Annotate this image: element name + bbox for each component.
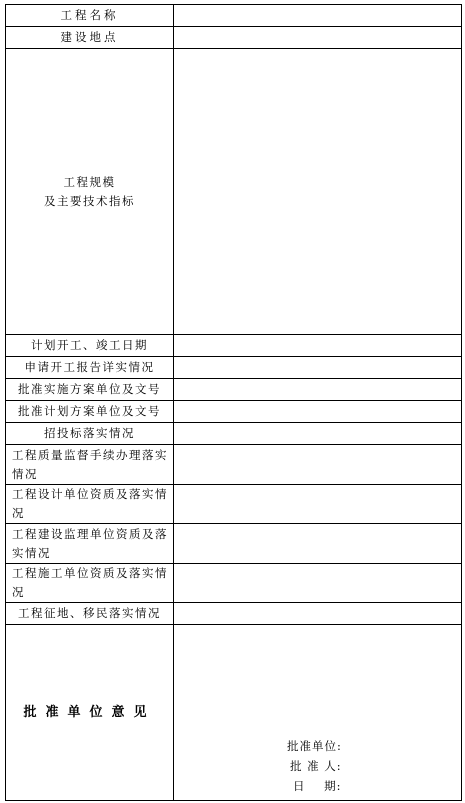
approval-signature-block xyxy=(287,736,342,796)
value-project-scale[interactable] xyxy=(174,49,462,335)
row-bidding xyxy=(6,423,462,445)
value-plan-approval[interactable] xyxy=(174,401,462,423)
label-project-scale-line-2: 及主要技术指标 xyxy=(44,193,135,208)
row-land-resettlement xyxy=(6,603,462,625)
value-construction-site[interactable] xyxy=(174,27,462,49)
value-quality-supervision[interactable] xyxy=(174,445,462,485)
value-supervision-unit[interactable] xyxy=(174,524,462,564)
row-supervision-unit xyxy=(6,524,462,564)
label-plan-approval: 批准计划方案单位及文号 xyxy=(6,401,174,423)
approval-unit-label: 批准单位: xyxy=(287,739,342,753)
label-project-scale-line-1: 工程规模 xyxy=(63,174,116,189)
value-bidding[interactable] xyxy=(174,423,462,445)
label-design-unit: 工程设计单位资质及落实情况 xyxy=(6,485,174,524)
row-approval-opinion xyxy=(6,625,462,801)
value-construction-unit[interactable] xyxy=(174,564,462,603)
row-plan-approval xyxy=(6,401,462,423)
label-supervision-unit: 工程建设监理单位资质及落实情况 xyxy=(6,524,174,564)
label-planned-dates: 计划开工、竣工日期 xyxy=(6,335,174,357)
row-project-scale xyxy=(6,49,462,335)
value-implementation-approval[interactable] xyxy=(174,379,462,401)
label-construction-unit: 工程施工单位资质及落实情况 xyxy=(6,564,174,603)
value-project-name[interactable] xyxy=(174,5,462,27)
approval-form-table xyxy=(5,4,462,801)
row-design-unit xyxy=(6,485,462,524)
label-bidding: 招投标落实情况 xyxy=(6,423,174,445)
label-construction-site: 建设地点 xyxy=(6,27,174,49)
approval-date-label: 日 期: xyxy=(293,779,342,793)
row-construction-unit xyxy=(6,564,462,603)
row-start-report xyxy=(6,357,462,379)
label-implementation-approval: 批准实施方案单位及文号 xyxy=(6,379,174,401)
label-quality-supervision: 工程质量监督手续办理落实情况 xyxy=(6,445,174,485)
label-land-resettlement: 工程征地、移民落实情况 xyxy=(6,603,174,625)
value-approval-opinion[interactable] xyxy=(174,625,462,801)
value-planned-dates[interactable] xyxy=(174,335,462,357)
label-project-name: 工程名称 xyxy=(6,5,174,27)
row-planned-dates xyxy=(6,335,462,357)
label-approval-opinion: 批准单位意见 xyxy=(6,625,174,801)
row-construction-site xyxy=(6,27,462,49)
value-start-report[interactable] xyxy=(174,357,462,379)
label-start-report: 申请开工报告详实情况 xyxy=(6,357,174,379)
row-project-name xyxy=(6,5,462,27)
approval-person-label: 批 准 人: xyxy=(290,759,342,773)
label-project-scale xyxy=(6,49,174,335)
row-implementation-approval xyxy=(6,379,462,401)
value-land-resettlement[interactable] xyxy=(174,603,462,625)
row-quality-supervision xyxy=(6,445,462,485)
value-design-unit[interactable] xyxy=(174,485,462,524)
